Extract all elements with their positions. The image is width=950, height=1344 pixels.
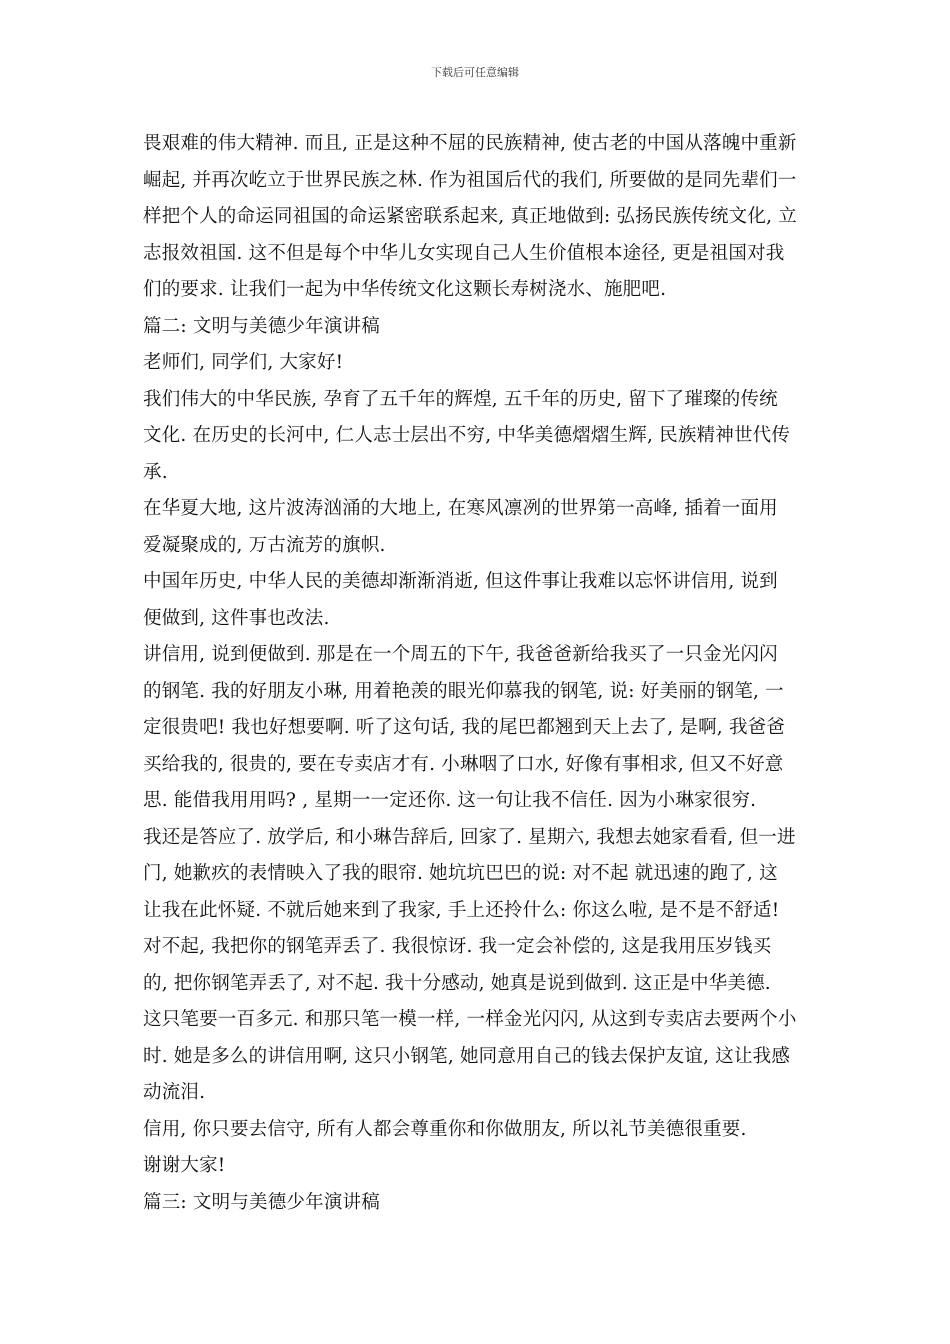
text-line: 文化. 在历史的长河中, 仁人志士层出不穷, 中华美德熠熠生辉, 民族精神世代传	[143, 425, 791, 446]
text-line: 的钢笔. 我的好朋友小琳, 用着艳羡的眼光仰慕我的钢笔, 说: 好美丽的钢笔, 一	[143, 680, 784, 702]
text-line: 时. 她是多么的讲信用啊, 这只小钢笔, 她同意用自己的钱去保护友谊, 这让我感	[143, 1045, 791, 1067]
text-line: 爱凝聚成的, 万古流芳的旗帜.	[143, 534, 386, 556]
text-line: 样把个人的命运同祖国的命运紧密联系起来, 真正地做到: 弘扬民族传统文化, 立	[143, 206, 797, 227]
text-line: 信用, 你只要去信守, 所有人都会尊重你和你做朋友, 所以礼节美德很重要.	[143, 1118, 747, 1140]
text-line: 志报效祖国. 这不但是每个中华儿女实现自己人生价值根本途径, 更是祖国对我	[143, 242, 785, 264]
page-header-note: 下载后可任意编辑	[431, 66, 519, 79]
text-line: 这只笔要一百多元. 和那只笔一模一样, 一样金光闪闪, 从这到专卖店去要两个小	[143, 1009, 797, 1030]
section-heading-3: 篇三: 文明与美德少年演讲稿	[143, 1191, 380, 1213]
text-line: 中国年历史, 中华人民的美德却渐渐消逝, 但这件事让我难以忘怀讲信用, 说到	[143, 571, 778, 592]
text-line: 便做到, 这件事也改法.	[143, 607, 330, 629]
text-line: 谢谢大家!	[143, 1155, 226, 1176]
document-body	[143, 126, 809, 1221]
text-line: 让我在此怀疑. 不就后她来到了我家, 手上还拎什么: 你这么啦, 是不是不舒适!	[143, 899, 780, 921]
text-line: 畏艰难的伟大精神. 而且, 正是这种不屈的民族精神, 使古老的中国从落魄中重新	[143, 133, 797, 154]
text-line: 动流泪.	[143, 1082, 206, 1103]
text-line: 的, 把你钢笔弄丢了, 对不起. 我十分感动, 她真是说到做到. 这正是中华美德.	[143, 972, 771, 994]
text-line: 老师们, 同学们, 大家好!	[143, 352, 344, 373]
text-line: 定很贵吧! 我也好想要啊. 听了这句话, 我的尾巴都翘到天上去了, 是啊, 我爸爸	[143, 717, 786, 738]
text-line: 买给我的, 很贵的, 要在专卖店才有. 小琳咽了口水, 好像有事相求, 但又不好意	[143, 753, 784, 775]
text-line: 承.	[143, 461, 168, 483]
text-line: 我们伟大的中华民族, 孕育了五千年的辉煌, 五千年的历史, 留下了璀璨的传统	[143, 388, 778, 410]
text-line: 对不起, 我把你的钢笔弄丢了. 我很惊讶. 我一定会补偿的, 这是我用压岁钱买	[143, 936, 772, 957]
text-line: 在华夏大地, 这片波涛汹涌的大地上, 在寒风凛冽的世界第一高峰, 插着一面用	[143, 498, 778, 519]
text-line: 讲信用, 说到便做到. 那是在一个周五的下午, 我爸爸新给我买了一只金光闪闪	[143, 644, 778, 665]
text-line: 思. 能借我用用吗? , 星期一一定还你. 这一句让我不信任. 因为小琳家很穷.	[143, 790, 757, 811]
text-line: 们的要求. 让我们一起为中华传统文化这颗长寿树浇水、施肥吧.	[143, 279, 667, 300]
text-line: 门, 她歉疚的表情映入了我的眼帘. 她坑坑巴巴的说: 对不起 就迅速的跑了, 这	[143, 863, 778, 884]
text-line: 我还是答应了. 放学后, 和小琳告辞后, 回家了. 星期六, 我想去她家看看, 但一进	[143, 826, 796, 848]
text-line: 崛起, 并再次屹立于世界民族之林. 作为祖国后代的我们, 所要做的是同先辈们一	[143, 169, 797, 191]
section-heading-2: 篇二: 文明与美德少年演讲稿	[143, 315, 380, 337]
